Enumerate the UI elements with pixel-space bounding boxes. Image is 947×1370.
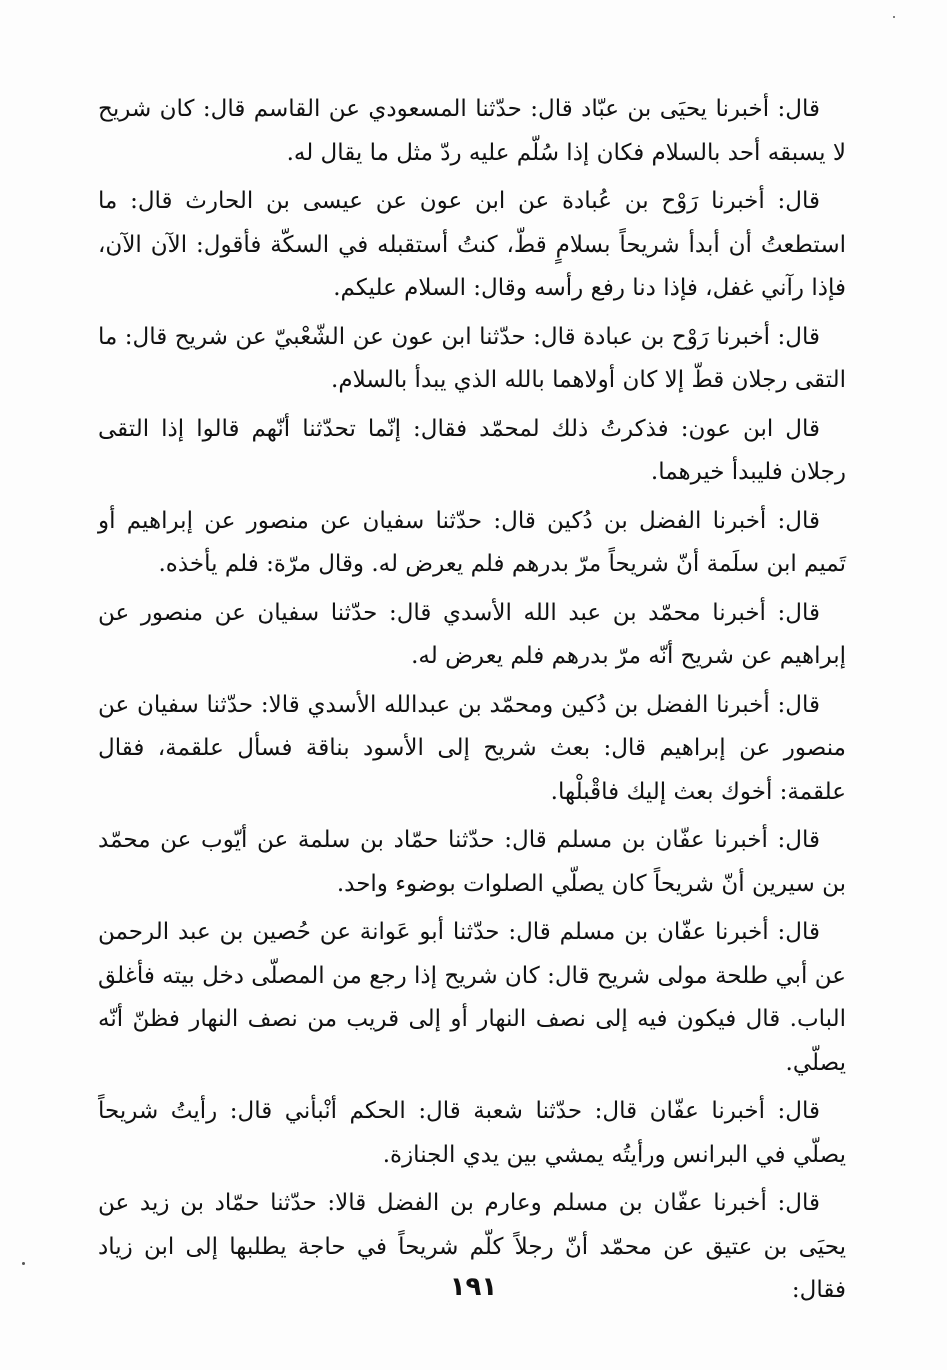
paragraph-8: قال: أخبرنا عفّان بن مسلم قال: حدّثنا حمّاد بن سلمة عن أيّوب عن محمّد بن سيرين أنّ شريحاً كان يصلّي الصلوات بوضوء واحد. [98,827,846,897]
scan-speck [893,16,895,18]
paragraph-1: قال: أخبرنا يحيَى بن عبّاد قال: حدّثنا المسعودي عن القاسم قال: كان شريح لا يسبقه أحد بالسلام فكان إذا سُلّم عليه ردّ مثل ما يقال له. [98,96,846,166]
paragraph-5: قال: أخبرنا الفضل بن دُكين قال: حدّثنا سفيان عن منصور عن إبراهيم أو تَميم ابن سلَمة أنّ شريحاً مرّ بدرهم فلم يعرض له. وقال مرّة: فلم يأخذه. [98,507,846,577]
paragraph-3: قال: أخبرنا رَوْح بن عبادة قال: حدّثنا ابن عون عن الشّعْبيّ عن شريح قال: ما التقى رجلان قطّ إلا كان أولاهما بالله الذي يبدأ بالسلام. [98,323,846,393]
paragraph-11: قال: أخبرنا عفّان بن مسلم وعارم بن الفضل قالا: حدّثنا حمّاد بن زيد عن يحيَى بن عتيق عن محمّد أنّ رجلاً كلّم شريحاً في حاجة يطلبها إلى ابن زياد فقال: [98,1190,847,1303]
paragraph-4: قال ابن عون: فذكرتُ ذلك لمحمّد فقال: إنّما تحدّثنا أنّهم قالوا إذا التقى رجلان فليبدأ خيرهما. [98,415,846,485]
page-number: ١٩١ [449,1272,498,1302]
paragraph-6: قال: أخبرنا محمّد بن عبد الله الأسدي قال: حدّثنا سفيان عن منصور عن إبراهيم عن شريح أنّه مرّ بدرهم فلم يعرض له. [98,599,846,669]
paragraph-2: قال: أخبرنا رَوْح بن عُبادة عن ابن عون عن عيسى بن الحارث قال: ما استطعتُ أن أبدأ شريحاً بسلامٍ قطّ، كنتُ أستقبله في السكّة فأقول: الآن الآن، فإذا رآني غفل، فإذا دنا رفع رأسه وقال: السلام عليكم. [98,188,846,301]
paragraph-7: قال: أخبرنا الفضل بن دُكين ومحمّد بن عبدالله الأسدي قالا: حدّثنا سفيان عن منصور عن إبراهيم قال: بعث شريح إلى الأسود بناقة فسأل علقمة، فقال علقمة: أخوك بعث إليك فاقْبلْها. [98,691,846,805]
paragraph-10: قال: أخبرنا عفّان قال: حدّثنا شعبة قال: الحكم أنْبأني قال: رأيتُ شريحاً يصلّي في البرانس ورأيتُه يمشي بين يدي الجنازة. [98,1098,846,1168]
page-body-text [98,88,846,1318]
paragraph-9: قال: أخبرنا عفّان بن مسلم قال: حدّثنا أبو عَوانة عن حُصين بن عبد الرحمن عن أبي طلحة مولى شريح قال: كان شريح إذا رجع من المصلّى دخل بيته فأغلق الباب. قال فيكون فيه إلى نصف النهار أو إلى قريب من نصف النهار فظنّ أنّه يصلّي. [98,919,846,1076]
scan-speck [22,1262,25,1265]
